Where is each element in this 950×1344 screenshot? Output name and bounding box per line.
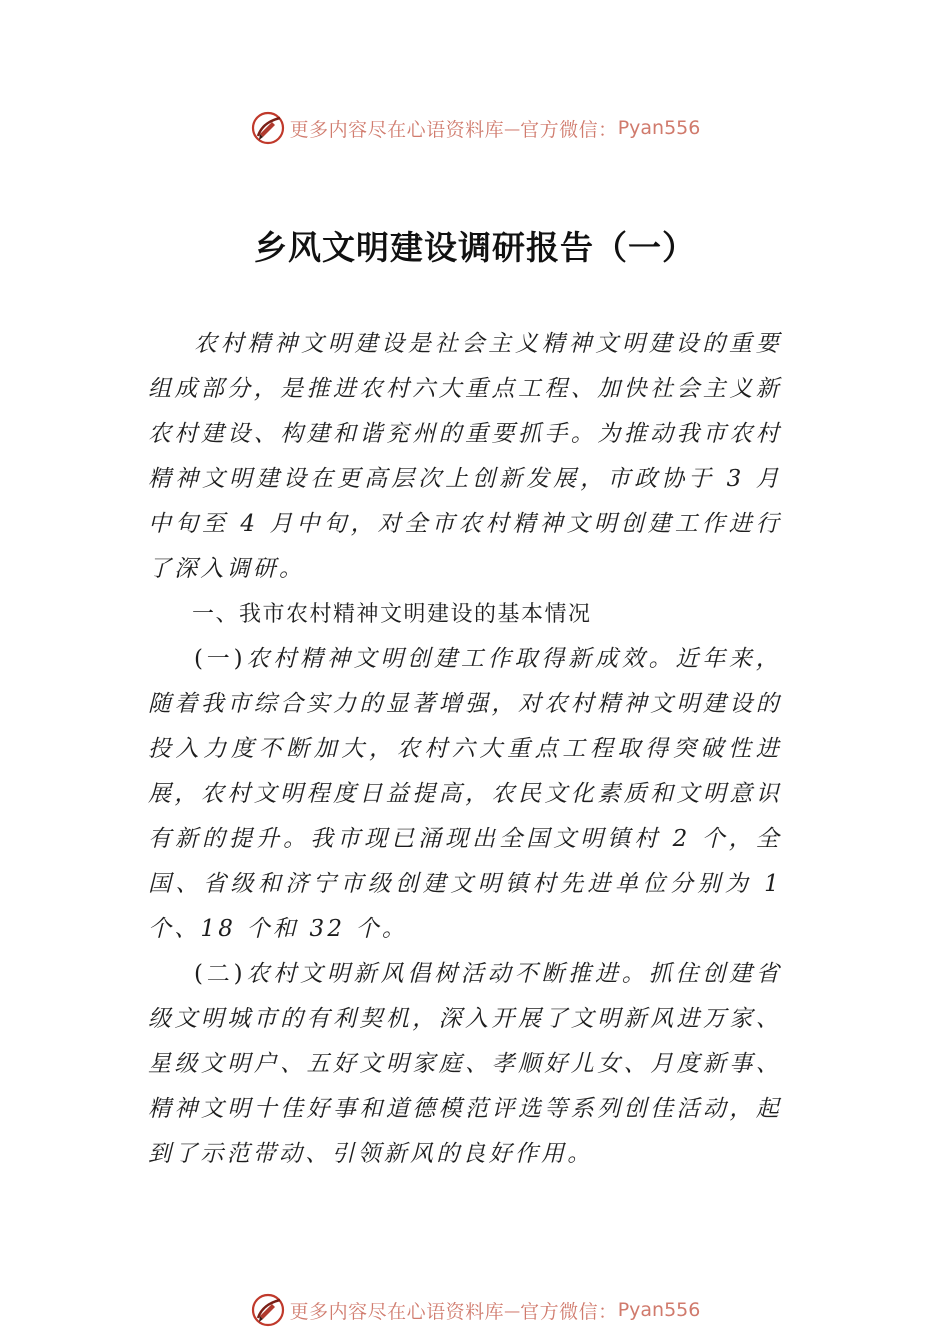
pen-logo-icon: [250, 110, 286, 146]
pen-logo-icon: [250, 1292, 286, 1328]
banner-text: 更多内容尽在心语资料库: [289, 118, 505, 141]
subsection-2-text: 农村文明新风倡树活动不断推进。抓住创建省级文明城市的有利契机，深入开展了文明新风进万家、星级文明户、五好文明家庭、孝顺好儿女、月度新事、精神文明十佳好事和道德模范评选等系列创佳活动，起到了示范带动、引领新风的良好作用。: [148, 961, 783, 1167]
subsection-2-label: (二): [194, 961, 246, 987]
subsection-1-paragraph: [148, 637, 782, 952]
subsection-1-label: (一): [194, 646, 246, 672]
footer-banner-wechat-label: 官方微信：: [520, 1300, 618, 1323]
banner-wechat-label: 官方微信：: [520, 118, 618, 141]
document-body: [148, 322, 782, 1177]
banner-wechat-id: Pyan556: [617, 117, 701, 139]
header-banner: [0, 108, 950, 148]
intro-paragraph: 农村精神文明建设是社会主义精神文明建设的重要组成部分，是推进农村六大重点工程、加快社会主义新农村建设、构建和谐兖州的重要抓手。为推动我市农村精神文明建设在更高层次上创新发展，市政协于 3 月中旬至 4 月中旬，对全市农村精神文明创建工作进行了深入调研。: [148, 331, 782, 582]
footer-banner-wechat-id: Pyan556: [617, 1299, 701, 1321]
section-heading-1: 一、我市农村精神文明建设的基本情况: [192, 602, 592, 627]
footer-banner-separator: —: [504, 1300, 521, 1320]
footer-banner-text: 更多内容尽在心语资料库: [289, 1300, 505, 1323]
banner-separator: —: [504, 118, 521, 138]
subsection-1-text: 农村精神文明创建工作取得新成效。近年来，随着我市综合实力的显著增强，对农村精神文明建设的投入力度不断加大，农村六大重点工程取得突破性进展，农村文明程度日益提高，农民文化素质和文明意识有新的提升。我市现已涌现出全国文明镇村 2 个，全国、省级和济宁市级创建文明镇村先进单位分别为 1 个、18 个和 32 个。: [148, 646, 783, 942]
footer-banner: [0, 1290, 950, 1330]
document-title: 乡风文明建设调研报告（一）: [254, 228, 696, 267]
subsection-2-paragraph: [148, 952, 782, 1177]
